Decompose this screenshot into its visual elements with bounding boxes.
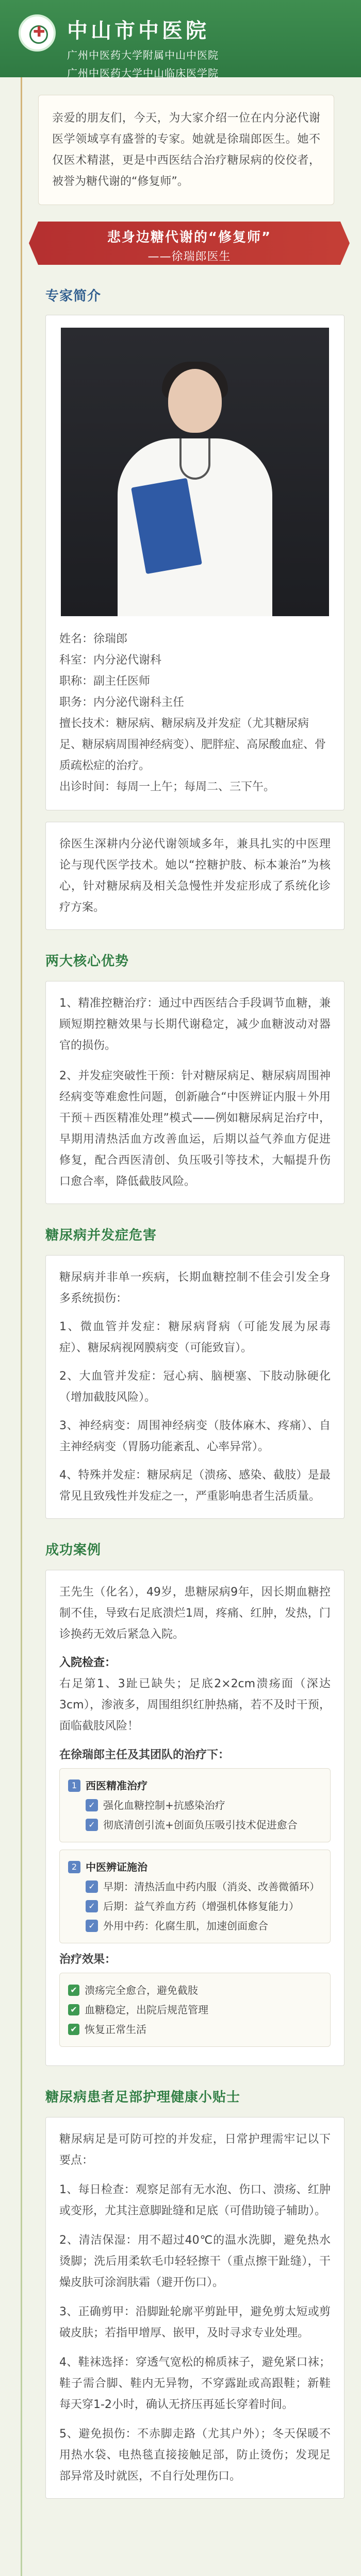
complication-4: 4、特殊并发症：糖尿病足（溃疡、感染、截肢）是最常见且致残性并发症之一，严重影响患者生活质量。: [59, 1469, 331, 1503]
number-1-icon: 1: [68, 1780, 80, 1792]
profile-dept: 科室：内分泌代谢科: [59, 654, 162, 667]
section-title-case: 成功案例: [45, 1543, 102, 1558]
tip-1: 1、每日检查：观察足部有无水泡、伤口、溃疡、红肿或变形，尤其注意脚趾缝和足底（可借助镜子辅助）。: [59, 2183, 331, 2217]
admission-label: 入院检查：: [59, 1656, 117, 1669]
advantage-2: 2、并发症突破性干预：针对糖尿病足、糖尿病周围神经病变等难愈性问题，创新融合“中医辨证内服＋外用干预＋西医精准处理”模式——例如糖尿病足治疗中，早期用清热活血方改善血运，后期以益气养血方促进修复，配合西医清创、负压吸引等技术，大幅提升伤口愈合率，降低截肢风险。: [59, 1070, 331, 1188]
checkmark-icon: ✔: [68, 2004, 79, 2015]
hospital-logo-icon: [19, 14, 56, 52]
profile-specialty: 擅长技术：糖尿病、糖尿病及并发症（尤其糖尿病足、糖尿病周围神经病变）、肥胖症、高尿酸血症、骨质疏松症的治疗。: [59, 717, 326, 772]
profile-info: [59, 629, 331, 798]
check-icon: ✓: [86, 1799, 98, 1811]
profile-clinic-time: 出诊时间：每周一上午；每周二、三下午。: [59, 781, 275, 793]
section-title-advantages: 两大核心优势: [45, 954, 129, 969]
intro-text: 亲爱的朋友们，今天，为大家介绍一位在内分泌代谢医学领域享有盛誉的专家。她就是徐瑞郎医生。她不仅医术精湛，更是中西医结合治疗糖尿病的佼佼者，被誉为糖代谢的“修复师”。: [52, 112, 320, 188]
section-title-tips: 糖尿病患者足部护理健康小贴士: [45, 2090, 241, 2105]
tcm-item: 后期：益气养血方药（增强机体修复能力）: [103, 1900, 299, 1912]
western-item: 强化血糖控制+抗感染治疗: [103, 1799, 225, 1811]
profile-name: 姓名：徐瑞郎: [59, 633, 128, 646]
tips-card: [45, 2117, 344, 2499]
section-title-complications: 糖尿病并发症危害: [45, 1228, 157, 1243]
result-item: 溃疡完全愈合，避免截肢: [85, 1984, 198, 1996]
doctor-banner: [38, 222, 340, 265]
complication-3: 3、神经病变：周围神经病变（肢体麻木、疼痛）、自主神经病变（胃肠功能紊乱、心率异常）。: [59, 1419, 331, 1453]
tip-5: 5、避免损伤：不赤脚走路（尤其户外）；冬天保暖不用热水袋、电热毯直接接触足部，防止烫伤；发现足部异常及时就医，不自行处理伤口。: [59, 2428, 331, 2483]
tcm-item: 外用中药：化腐生肌，加速创面愈合: [103, 1920, 268, 1932]
complications-card: [45, 1255, 344, 1519]
advantage-1: 1、精准控糖治疗：通过中西医结合手段调节血糖，兼顾短期控糖效果与长期代谢稳定，减少血糖波动对器官的损伤。: [59, 997, 331, 1052]
result-item: 恢复正常生活: [85, 2023, 146, 2036]
number-2-icon: 2: [68, 1861, 80, 1873]
banner-subtitle: ——徐瑞郎医生: [147, 250, 231, 263]
tip-4: 4、鞋袜选择：穿透气宽松的棉质袜子，避免紧口袜；鞋子需合脚、鞋内无异物，不穿露趾或高跟鞋；新鞋每天穿1-2小时，确认无挤压再延长穿着时间。: [59, 2356, 331, 2411]
hospital-header: [0, 0, 361, 77]
profile-title: 职称：副主任医师: [59, 675, 151, 688]
bio-text: 徐医生深耕内分泌代谢领域多年，兼具扎实的中医理论与现代医学技术。她以“控糖护肢、标本兼治”为核心，针对糖尿病及相关急慢性并发症形成了系统化诊疗方案。: [59, 838, 331, 914]
result-box: [59, 1973, 331, 2047]
check-icon: ✓: [86, 1920, 98, 1932]
western-item: 彻底清创引流+创面负压吸引技术促进愈合: [103, 1819, 298, 1831]
result-item: 血糖稳定，出院后规范管理: [85, 2004, 208, 2016]
intro-card: [38, 95, 334, 205]
result-title: 治疗效果：: [59, 1953, 117, 1966]
section-title-profile: 专家简介: [45, 289, 102, 304]
admission-text: 右足第1、3趾已缺失；足底2×2cm溃疡面（深达3cm），渗液多，周围组织红肿热痛，若不及时干预，面临截肢风险！: [59, 1677, 331, 1733]
check-icon: ✓: [86, 1880, 98, 1893]
profile-post: 职务：内分泌代谢科主任: [59, 696, 185, 709]
western-title: 西医精准治疗: [86, 1780, 147, 1792]
hospital-subtitle-2: 广州中医药大学中山临床医学院: [67, 67, 219, 79]
treatment-plan-title: 在徐瑞郎主任及其团队的治疗下：: [59, 1749, 230, 1761]
case-card: [45, 1570, 344, 2066]
tcm-treatment-box: [59, 1850, 331, 1943]
profile-card: [45, 315, 344, 810]
bio-card: [45, 822, 344, 930]
tcm-item: 早期：清热活血中药内服（消炎、改善微循环）: [103, 1880, 320, 1893]
banner-title: 悲身边糖代谢的“修复师”: [107, 230, 272, 245]
complication-2: 2、大血管并发症：冠心病、脑梗塞、下肢动脉硬化（增加截肢风险）。: [59, 1370, 331, 1404]
check-icon: ✓: [86, 1819, 98, 1831]
complication-1: 1、微血管并发症：糖尿病肾病（可能发展为尿毒症）、糖尿病视网膜病变（可能致盲）。: [59, 1320, 331, 1354]
checkmark-icon: ✔: [68, 2024, 79, 2035]
western-treatment-box: [59, 1768, 331, 1842]
tip-3: 3、正确剪甲：沿脚趾轮廓平剪趾甲，避免剪太短或剪破皮肤；若指甲增厚、嵌甲，及时寻求专业处理。: [59, 2306, 331, 2340]
case-description: 王先生（化名），49岁，患糖尿病9年，因长期血糖控制不佳，导致右足底溃烂1周，疼痛、红肿，发热，门诊换药无效后紧急入院。: [59, 1586, 331, 1641]
checkmark-icon: ✔: [68, 1985, 79, 1996]
doctor-photo: [61, 328, 329, 616]
tips-lead: 糖尿病足是可防可控的并发症，日常护理需牢记以下要点：: [59, 2133, 331, 2167]
advantages-card: [45, 981, 344, 1204]
hospital-name: 中山市中医院: [67, 19, 209, 43]
check-icon: ✓: [86, 1900, 98, 1912]
complications-lead: 糖尿病并非单一疾病，长期血糖控制不佳会引发全身多系统损伤：: [59, 1271, 331, 1305]
tip-2: 2、清洁保湿：用不超过40℃的温水洗脚，避免热水烫脚；洗后用柔软毛巾轻轻擦干（重点擦干趾缝），干燥皮肤可涂润肤霜（避开伤口）。: [59, 2234, 331, 2289]
hospital-subtitle-1: 广州中医药大学附属中山中医院: [67, 49, 219, 61]
tcm-title: 中医辨证施治: [86, 1861, 147, 1873]
